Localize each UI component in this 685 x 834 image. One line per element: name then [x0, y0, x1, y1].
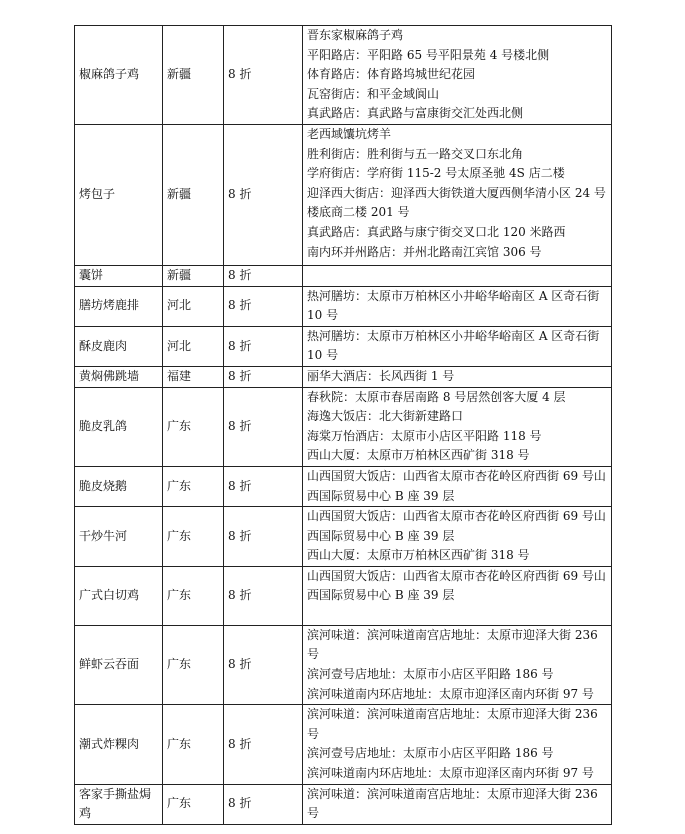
dish-name-cell: 囊饼 — [75, 265, 163, 286]
discount-cell: 8 折 — [224, 366, 303, 387]
discount-cell: 8 折 — [224, 286, 303, 326]
table-row — [75, 286, 612, 326]
address-line: 真武路店：真武路与康宁街交叉口北 120 米路西 — [307, 224, 566, 239]
address-line: 滨河味道：滨河味道南宫店地址：太原市迎泽大街 236 号 — [307, 786, 598, 821]
address-line: 老西域馕坑烤羊 — [307, 126, 392, 141]
discount-cell: 8 折 — [224, 466, 303, 506]
dish-discount-table — [74, 25, 612, 825]
table-row — [75, 566, 612, 625]
address-line: 西山大厦：太原市万柏林区西矿街 318 号 — [307, 548, 530, 563]
address-line: 海逸大饭店：北大街新建路口 — [307, 409, 464, 424]
region-cell: 河北 — [163, 286, 224, 326]
region-cell: 广东 — [163, 507, 224, 567]
address-cell — [303, 326, 612, 366]
address-cell — [303, 366, 612, 387]
address-line: 迎泽西大街店：迎泽西大街铁道大厦西侧华清小区 24 号楼底商二楼 201 号 — [307, 185, 606, 220]
region-cell: 广东 — [163, 784, 224, 824]
address-cell — [303, 507, 612, 567]
discount-cell: 8 折 — [224, 507, 303, 567]
address-cell — [303, 625, 612, 704]
dish-name-cell: 广式白切鸡 — [75, 566, 163, 625]
table-row — [75, 784, 612, 824]
dish-name-cell: 椒麻鸽子鸡 — [75, 26, 163, 125]
dish-name-cell: 潮式炸粿肉 — [75, 705, 163, 784]
region-cell: 广东 — [163, 566, 224, 625]
discount-cell: 8 折 — [224, 265, 303, 286]
table-row — [75, 124, 612, 265]
address-cell — [303, 705, 612, 784]
region-cell: 新疆 — [163, 124, 224, 265]
address-line: 体育路店：体育路坞城世纪花园 — [307, 67, 476, 82]
table-row — [75, 625, 612, 704]
discount-cell: 8 折 — [224, 566, 303, 625]
address-cell — [303, 784, 612, 824]
address-line: 热河膳坊：太原市万柏林区小井峪华峪南区 A 区奇石街 10 号 — [307, 328, 600, 363]
address-cell — [303, 124, 612, 265]
discount-cell: 8 折 — [224, 784, 303, 824]
address-cell — [303, 26, 612, 125]
address-line: 胜利街店：胜利街与五一路交叉口东北角 — [307, 146, 524, 161]
address-line: 平阳路店：平阳路 65 号平阳景苑 4 号楼北侧 — [307, 47, 550, 62]
address-line: 西山大厦：太原市万柏林区西矿街 318 号 — [307, 448, 530, 463]
address-line: 学府街店：学府街 115-2 号太原圣驰 4S 店二楼 — [307, 166, 565, 181]
table-row — [75, 26, 612, 125]
table-row — [75, 705, 612, 784]
dish-name-cell: 膳坊烤鹿排 — [75, 286, 163, 326]
region-cell: 新疆 — [163, 265, 224, 286]
discount-cell: 8 折 — [224, 705, 303, 784]
address-cell — [303, 566, 612, 625]
address-line: 山西国贸大饭店：山西省太原市杏花岭区府西街 69 号山西国际贸易中心 B 座 39 层 — [307, 568, 606, 603]
discount-cell: 8 折 — [224, 387, 303, 466]
address-line: 山西国贸大饭店：山西省太原市杏花岭区府西街 69 号山西国际贸易中心 B 座 39 层 — [307, 509, 606, 543]
address-line: 海棠万怡酒店：太原市小店区平阳路 118 号 — [307, 428, 542, 443]
address-cell — [303, 387, 612, 466]
discount-cell: 8 折 — [224, 625, 303, 704]
table-row — [75, 507, 612, 567]
address-line: 晋东家椒麻鸽子鸡 — [307, 28, 404, 42]
dish-name-cell: 鲜虾云吞面 — [75, 625, 163, 704]
region-cell: 广东 — [163, 466, 224, 506]
address-line: 丽华大酒店：长风西街 1 号 — [307, 368, 455, 383]
address-cell — [303, 265, 612, 286]
address-cell — [303, 466, 612, 506]
dish-name-cell: 客家手撕盐焗鸡 — [75, 784, 163, 824]
address-line: 热河膳坊：太原市万柏林区小井峪华峪南区 A 区奇石街 10 号 — [307, 288, 600, 323]
address-line: 滨河味道南内环店地址：太原市迎泽区南内环街 97 号 — [307, 766, 594, 781]
region-cell: 广东 — [163, 705, 224, 784]
region-cell: 广东 — [163, 625, 224, 704]
address-line: 瓦窑街店：和平金域阆山 — [307, 86, 440, 101]
table-row — [75, 366, 612, 387]
dish-name-cell: 脆皮乳鸽 — [75, 387, 163, 466]
table-row — [75, 265, 612, 286]
dish-name-cell: 干炒牛河 — [75, 507, 163, 567]
address-line: 滨河味道南内环店地址：太原市迎泽区南内环街 97 号 — [307, 686, 594, 701]
region-cell: 新疆 — [163, 26, 224, 125]
dish-name-cell: 黄焖佛跳墙 — [75, 366, 163, 387]
address-line: 山西国贸大饭店：山西省太原市杏花岭区府西街 69 号山西国际贸易中心 B 座 39 层 — [307, 468, 606, 503]
address-line: 滨河壹号店地址：太原市小店区平阳路 186 号 — [307, 667, 554, 682]
region-cell: 福建 — [163, 366, 224, 387]
table-row — [75, 326, 612, 366]
address-line: 滨河味道：滨河味道南宫店地址：太原市迎泽大街 236 号 — [307, 627, 598, 662]
address-line: 南内环并州路店：并州北路南江宾馆 306 号 — [307, 244, 542, 259]
document-page — [74, 25, 611, 825]
address-line: 滨河味道：滨河味道南宫店地址：太原市迎泽大街 236 号 — [307, 707, 598, 741]
address-line: 真武路店：真武路与富康街交汇处西北侧 — [307, 106, 524, 121]
discount-cell: 8 折 — [224, 326, 303, 366]
discount-cell: 8 折 — [224, 26, 303, 125]
address-cell — [303, 286, 612, 326]
region-cell: 河北 — [163, 326, 224, 366]
table-row — [75, 387, 612, 466]
dish-name-cell: 脆皮烧鹅 — [75, 466, 163, 506]
dish-name-cell: 酥皮鹿肉 — [75, 326, 163, 366]
dish-name-cell: 烤包子 — [75, 124, 163, 265]
region-cell: 广东 — [163, 387, 224, 466]
table-row — [75, 466, 612, 506]
address-line: 春秋院：太原市春居南路 8 号居然创客大厦 4 层 — [307, 389, 566, 404]
address-line: 滨河壹号店地址：太原市小店区平阳路 186 号 — [307, 746, 554, 761]
discount-cell: 8 折 — [224, 124, 303, 265]
